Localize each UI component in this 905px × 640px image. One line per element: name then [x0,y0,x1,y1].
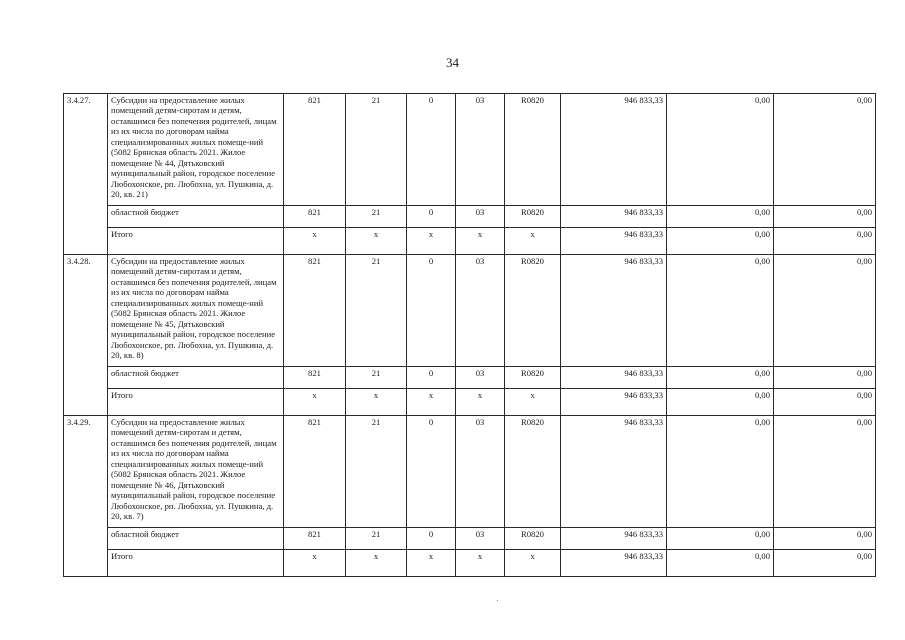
amount-cell: 0,00 [774,550,876,577]
row-name: областной бюджет [108,206,284,228]
code-cell: 03 [456,416,505,528]
code-cell: 03 [456,528,505,550]
amount-cell: 0,00 [667,416,774,528]
amount-cell: 946 833,33 [561,389,667,416]
code-cell: x [456,389,505,416]
code-cell: R0820 [505,94,561,206]
code-cell: 0 [407,255,456,367]
code-cell: x [407,228,456,255]
code-cell: 03 [456,94,505,206]
scan-speck [497,600,498,601]
amount-cell: 0,00 [774,528,876,550]
row-name: Итого [108,389,284,416]
code-cell: 03 [456,206,505,228]
code-cell: x [284,389,346,416]
amount-cell: 946 833,33 [561,206,667,228]
code-cell: 21 [346,94,407,206]
code-cell: x [505,389,561,416]
amount-cell: 946 833,33 [561,228,667,255]
code-cell: 0 [407,528,456,550]
code-cell: 821 [284,416,346,528]
row-name: областной бюджет [108,528,284,550]
code-cell: 21 [346,367,407,389]
amount-cell: 946 833,33 [561,528,667,550]
page-number: 34 [446,55,459,70]
row-name: Субсидии на предоставление жилых помещений детям-сиротам и детям, оставшимся без попечения родителей, лицам из их числа по договорам найма специализированных жилых помеще-ний (5082 Брянская область 2021. Жилое помещение № 46, Дятьковский муниципальный район, городское поселение Любохонское, рп. Любохна, ул. Пушкина, д. 20, кв. 7) [108,416,284,528]
table-row [64,206,876,228]
amount-cell: 0,00 [774,255,876,367]
amount-cell: 0,00 [667,389,774,416]
amount-cell: 0,00 [774,94,876,206]
amount-cell: 946 833,33 [561,94,667,206]
code-cell: R0820 [505,416,561,528]
code-cell: 821 [284,206,346,228]
row-name: Итого [108,228,284,255]
table-row [64,255,876,367]
code-cell: 821 [284,94,346,206]
amount-cell: 0,00 [667,550,774,577]
amount-cell: 0,00 [774,206,876,228]
code-cell: x [284,228,346,255]
code-cell: 0 [407,94,456,206]
code-cell: x [407,389,456,416]
code-cell: 03 [456,255,505,367]
code-cell: R0820 [505,528,561,550]
code-cell: 21 [346,528,407,550]
amount-cell: 946 833,33 [561,255,667,367]
table-row [64,389,876,416]
row-name: областной бюджет [108,367,284,389]
code-cell: x [346,228,407,255]
code-cell: R0820 [505,206,561,228]
amount-cell: 0,00 [667,206,774,228]
code-cell: 21 [346,416,407,528]
table-row [64,416,876,528]
amount-cell: 0,00 [774,389,876,416]
code-cell: x [505,228,561,255]
amount-cell: 946 833,33 [561,416,667,528]
amount-cell: 0,00 [774,416,876,528]
amount-cell: 946 833,33 [561,550,667,577]
amount-cell: 0,00 [667,255,774,367]
table-row [64,367,876,389]
row-number: 3.4.27. [64,94,108,255]
table-row [64,550,876,577]
code-cell: x [284,550,346,577]
code-cell: x [407,550,456,577]
budget-table [63,93,876,577]
code-cell: x [456,228,505,255]
row-name: Субсидии на предоставление жилых помещений детям-сиротам и детям, оставшимся без попечения родителей, лицам из их числа по договорам найма специализированных жилых помеще-ний (5082 Брянская область 2021. Жилое помещение № 45, Дятьковский муниципальный район, городское поселение Любохонское, рп. Любохна, ул. Пушкина, д. 20, кв. 8) [108,255,284,367]
amount-cell: 0,00 [667,94,774,206]
code-cell: x [346,550,407,577]
code-cell: x [346,389,407,416]
code-cell: R0820 [505,255,561,367]
code-cell: 0 [407,416,456,528]
table-row [64,94,876,206]
row-number: 3.4.28. [64,255,108,416]
code-cell: 03 [456,367,505,389]
amount-cell: 0,00 [667,528,774,550]
table-row [64,228,876,255]
row-name: Итого [108,550,284,577]
code-cell: x [456,550,505,577]
row-number: 3.4.29. [64,416,108,577]
code-cell: x [505,550,561,577]
code-cell: 821 [284,528,346,550]
code-cell: 821 [284,255,346,367]
amount-cell: 0,00 [774,367,876,389]
code-cell: R0820 [505,367,561,389]
amount-cell: 0,00 [667,367,774,389]
code-cell: 21 [346,206,407,228]
code-cell: 0 [407,206,456,228]
row-name: Субсидии на предоставление жилых помещений детям-сиротам и детям, оставшимся без попечения родителей, лицам из их числа по договорам найма специализированных жилых помеще-ний (5082 Брянская область 2021. Жилое помещение № 44, Дятьковский муниципальный район, городское поселение Любохонское, рп. Любохна, ул. Пушкина, д. 20, кв. 21) [108,94,284,206]
table-row [64,528,876,550]
code-cell: 21 [346,255,407,367]
amount-cell: 946 833,33 [561,367,667,389]
code-cell: 0 [407,367,456,389]
amount-cell: 0,00 [774,228,876,255]
code-cell: 821 [284,367,346,389]
amount-cell: 0,00 [667,228,774,255]
